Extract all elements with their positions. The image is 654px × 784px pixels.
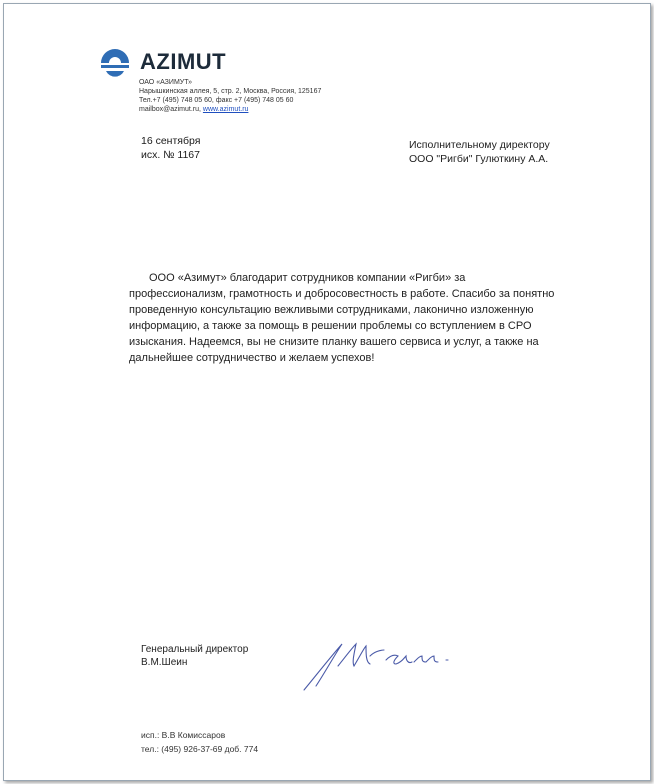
letter-date: 16 сентября — [141, 135, 201, 147]
signer-name: В.М.Шеин — [141, 657, 188, 668]
addressee-title: Исполнительному директору — [409, 139, 550, 151]
company-name: ОАО «АЗИМУТ» — [139, 79, 193, 86]
company-website-link[interactable]: www.azimut.ru — [202, 106, 249, 113]
company-contacts — [139, 105, 321, 114]
letter-page — [3, 3, 651, 781]
azimut-logo-icon — [98, 45, 132, 79]
executor-name: исп.: В.В Комиссаров — [141, 730, 226, 740]
company-phone: Тел.+7 (495) 748 05 60, факс +7 (495) 748 05 60 — [139, 97, 294, 104]
date-block — [141, 134, 200, 162]
outgoing-number: исх. № 1167 — [141, 149, 200, 161]
company-logo — [98, 45, 226, 79]
company-address: Нарышкинская аллея, 5, стр. 2, Москва, Россия, 125167 — [139, 88, 322, 95]
addressee-block — [409, 138, 550, 166]
signer-title: Генеральный директор — [141, 644, 249, 655]
brand-name: AZIMUT — [140, 49, 227, 74]
executor-phone: тел.: (495) 926-37-69 доб. 774 — [141, 744, 259, 754]
company-email: mailbox@azimut.ru, — [139, 106, 201, 113]
handwritten-signature — [294, 626, 464, 703]
footer-block — [141, 728, 258, 756]
signer-block — [141, 643, 248, 669]
company-info — [139, 78, 321, 114]
letter-body — [129, 270, 559, 366]
addressee-name: ООО "Ригби" Гулюткину А.А. — [409, 153, 549, 165]
letter-body-text: ООО «Азимут» благодарит сотрудников компании «Ригби» за профессионализм, грамотность и добросовестность в работе. Спасибо за понятно проведенную консультацию вежливыми сотрудниками, лаконично изложенную информацию, а также за помощь в решении проблемы со вступлением в СРО изыскания. Надеемся, вы не снизите планку вашего сервиса и услуг, а также на дальнейшее сотрудничество и желаем успехов! — [129, 272, 555, 364]
